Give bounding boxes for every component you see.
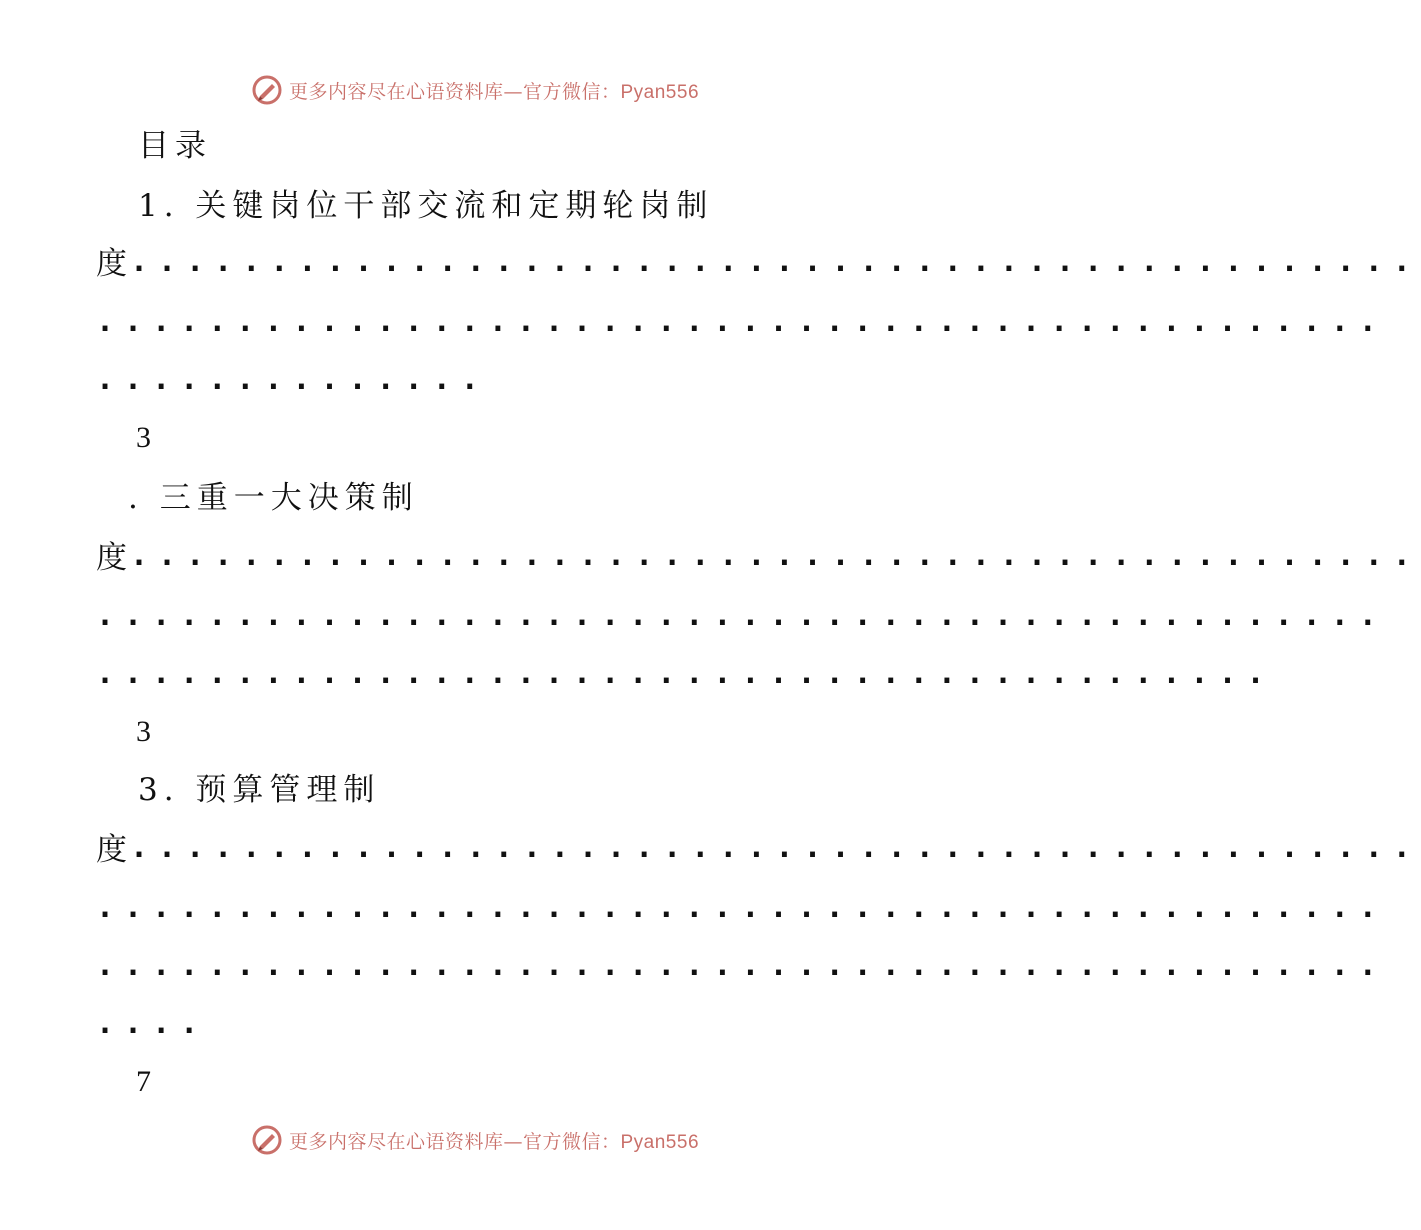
toc-entry-1-leader-2: .............................................. — [96, 304, 1387, 339]
toc-entry-3-title: 3. 预算管理制 — [138, 772, 381, 808]
toc-entry-1-lead: 度 — [96, 246, 127, 282]
watermark-text: 更多内容尽在心语资料库—官方微信：Pyan556 — [288, 1130, 700, 1153]
toc-entry-2-leader-2: .............................................. — [96, 598, 1387, 633]
toc-entry-3-leader-4: .... — [96, 1006, 209, 1041]
toc-entry-2-leader-3: .......................................... — [96, 656, 1275, 691]
toc-entry-2-lead: 度 — [96, 540, 127, 576]
toc-entry-3-page: 7 — [136, 1065, 151, 1098]
toc-entry-2-page: 3 — [136, 715, 151, 748]
toc-entry-2-leader-1: .............................................. — [130, 538, 1421, 573]
pen-seal-icon — [251, 1124, 283, 1156]
toc-entry-3-lead: 度 — [96, 832, 127, 868]
toc-entry-1-page: 3 — [136, 421, 151, 454]
footer-watermark — [0, 1120, 950, 1160]
toc-entry-3-leader-1: .............................................. — [130, 830, 1421, 865]
toc-entry-2-title: . 三重一大决策制 — [128, 480, 419, 516]
toc-entry-3-leader-3: .............................................. — [96, 948, 1387, 983]
watermark-text: 更多内容尽在心语资料库—官方微信：Pyan556 — [288, 80, 700, 103]
toc-title: 目录 — [138, 128, 212, 164]
toc-entry-3-leader-2: .............................................. — [96, 890, 1387, 925]
toc-entry-1-title: 1. 关键岗位干部交流和定期轮岗制 — [138, 188, 714, 224]
toc-entry-1-leader-1: .............................................. — [130, 244, 1421, 279]
toc-entry-1-leader-3: .............. — [96, 362, 489, 397]
